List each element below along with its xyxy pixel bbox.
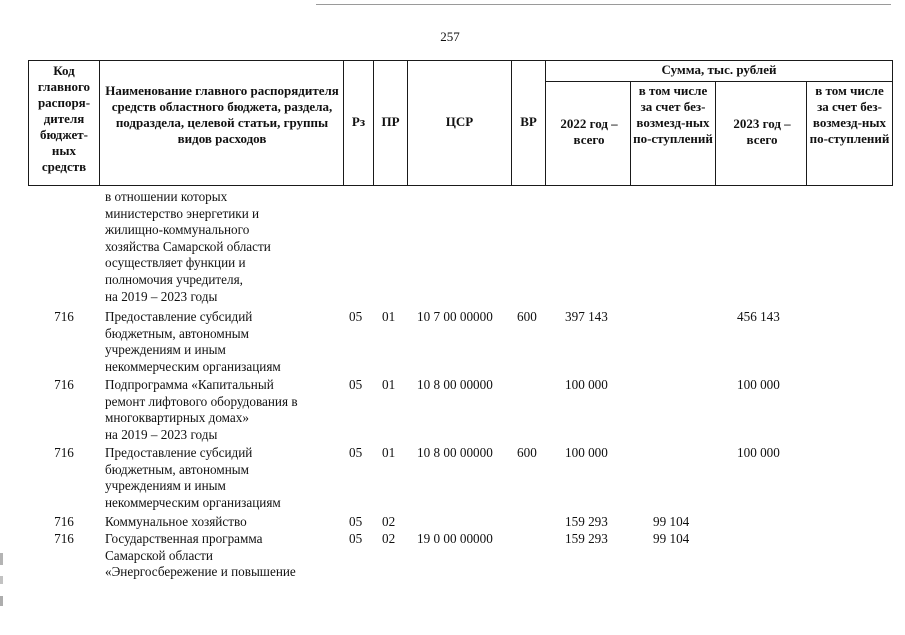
header-vr: ВР — [520, 114, 537, 129]
header-bottom-border — [28, 185, 893, 186]
row-2-code: 716 — [54, 377, 74, 392]
header-2022-total: 2022 год – всего — [560, 116, 618, 147]
header-code: Код главного распоря-дителя бюджет-ных средств — [37, 63, 91, 174]
row-5-rz: 05 — [349, 531, 363, 546]
scan-artifact — [0, 553, 3, 565]
row-2-v2022: 100 000 — [565, 377, 608, 392]
header-2023-free: в том числе за счет без-возмезд-ных по-ступлений — [809, 83, 890, 146]
row-5-v2022: 159 293 — [565, 531, 608, 546]
row-4-name: Коммунальное хозяйство — [105, 514, 247, 529]
row-4-pr: 02 — [382, 514, 396, 529]
row-4-code: 716 — [54, 514, 74, 529]
row-5-pr: 02 — [382, 531, 396, 546]
row-2-name: Подпрограмма «Капитальный ремонт лифтового оборудования в многоквартирных домах» на 2019 – 2023 годы — [105, 377, 298, 442]
header-2023-total: 2023 год – всего — [733, 116, 791, 147]
header-sum-group: Сумма, тыс. рублей — [661, 62, 777, 77]
header-rz: Рз — [351, 114, 366, 129]
page-number: 257 — [440, 29, 460, 44]
border-left — [28, 60, 29, 186]
row-2-rz: 05 — [349, 377, 363, 392]
border-2022free-2023total — [715, 81, 716, 186]
row-4-rz: 05 — [349, 514, 363, 529]
row-3-v2022: 100 000 — [565, 445, 608, 460]
row-5-csr: 19 0 00 00000 — [417, 531, 493, 546]
row-1-code: 716 — [54, 309, 74, 324]
row-2-csr: 10 8 00 00000 — [417, 377, 493, 392]
row-2-v2023: 100 000 — [737, 377, 780, 392]
row-3-code: 716 — [54, 445, 74, 460]
row-1-csr: 10 7 00 00000 — [417, 309, 493, 324]
row-4-f2022: 99 104 — [653, 514, 690, 529]
header-name: Наименование главного распорядителя средств областного бюджета, раздела, подраздела, целевой статьи, группы видов расходов — [105, 83, 339, 146]
row-1-rz: 05 — [349, 309, 363, 324]
border-right — [892, 60, 893, 186]
row-5-code: 716 — [54, 531, 74, 546]
row-1-pr: 01 — [382, 309, 396, 324]
border-code-name — [99, 60, 100, 186]
row-5-name: Государственная программа Самарской области «Энергосбережение и повышение — [105, 531, 296, 580]
row-4-v2022: 159 293 — [565, 514, 608, 529]
row-1-name: Предоставление субсидий бюджетным, автономным учреждениям и иным некоммерческим организациям — [105, 309, 281, 374]
header-top-border — [28, 60, 893, 61]
row-3-pr: 01 — [382, 445, 396, 460]
scan-artifact — [0, 576, 3, 584]
row-1-vr: 600 — [517, 309, 537, 324]
scan-artifact — [0, 596, 3, 606]
row-3-csr: 10 8 00 00000 — [417, 445, 493, 460]
row-3-v2023: 100 000 — [737, 445, 780, 460]
header-2022-free: в том числе за счет без-возмезд-ных по-ступлений — [633, 83, 713, 146]
row-3-rz: 05 — [349, 445, 363, 460]
header-csr: ЦСР — [445, 114, 474, 129]
border-2022total-2022free — [630, 81, 631, 186]
row-2-pr: 01 — [382, 377, 396, 392]
border-vr-sum — [545, 60, 546, 186]
row-1-v2023: 456 143 — [737, 309, 780, 324]
row-3-vr: 600 — [517, 445, 537, 460]
row-1-v2022: 397 143 — [565, 309, 608, 324]
row-0-name: в отношении которых министерство энергетики и жилищно-коммунального хозяйства Самарской области осуществляет функции и полномочия учредителя, на 2019 – 2023 годы — [105, 189, 271, 304]
border-2023total-2023free — [806, 81, 807, 186]
top-rule — [316, 4, 891, 5]
row-3-name: Предоставление субсидий бюджетным, автономным учреждениям и иным некоммерческим организациям — [105, 445, 281, 510]
row-5-f2022: 99 104 — [653, 531, 690, 546]
sum-subheader-border — [545, 81, 893, 82]
header-pr: ПР — [381, 114, 400, 129]
